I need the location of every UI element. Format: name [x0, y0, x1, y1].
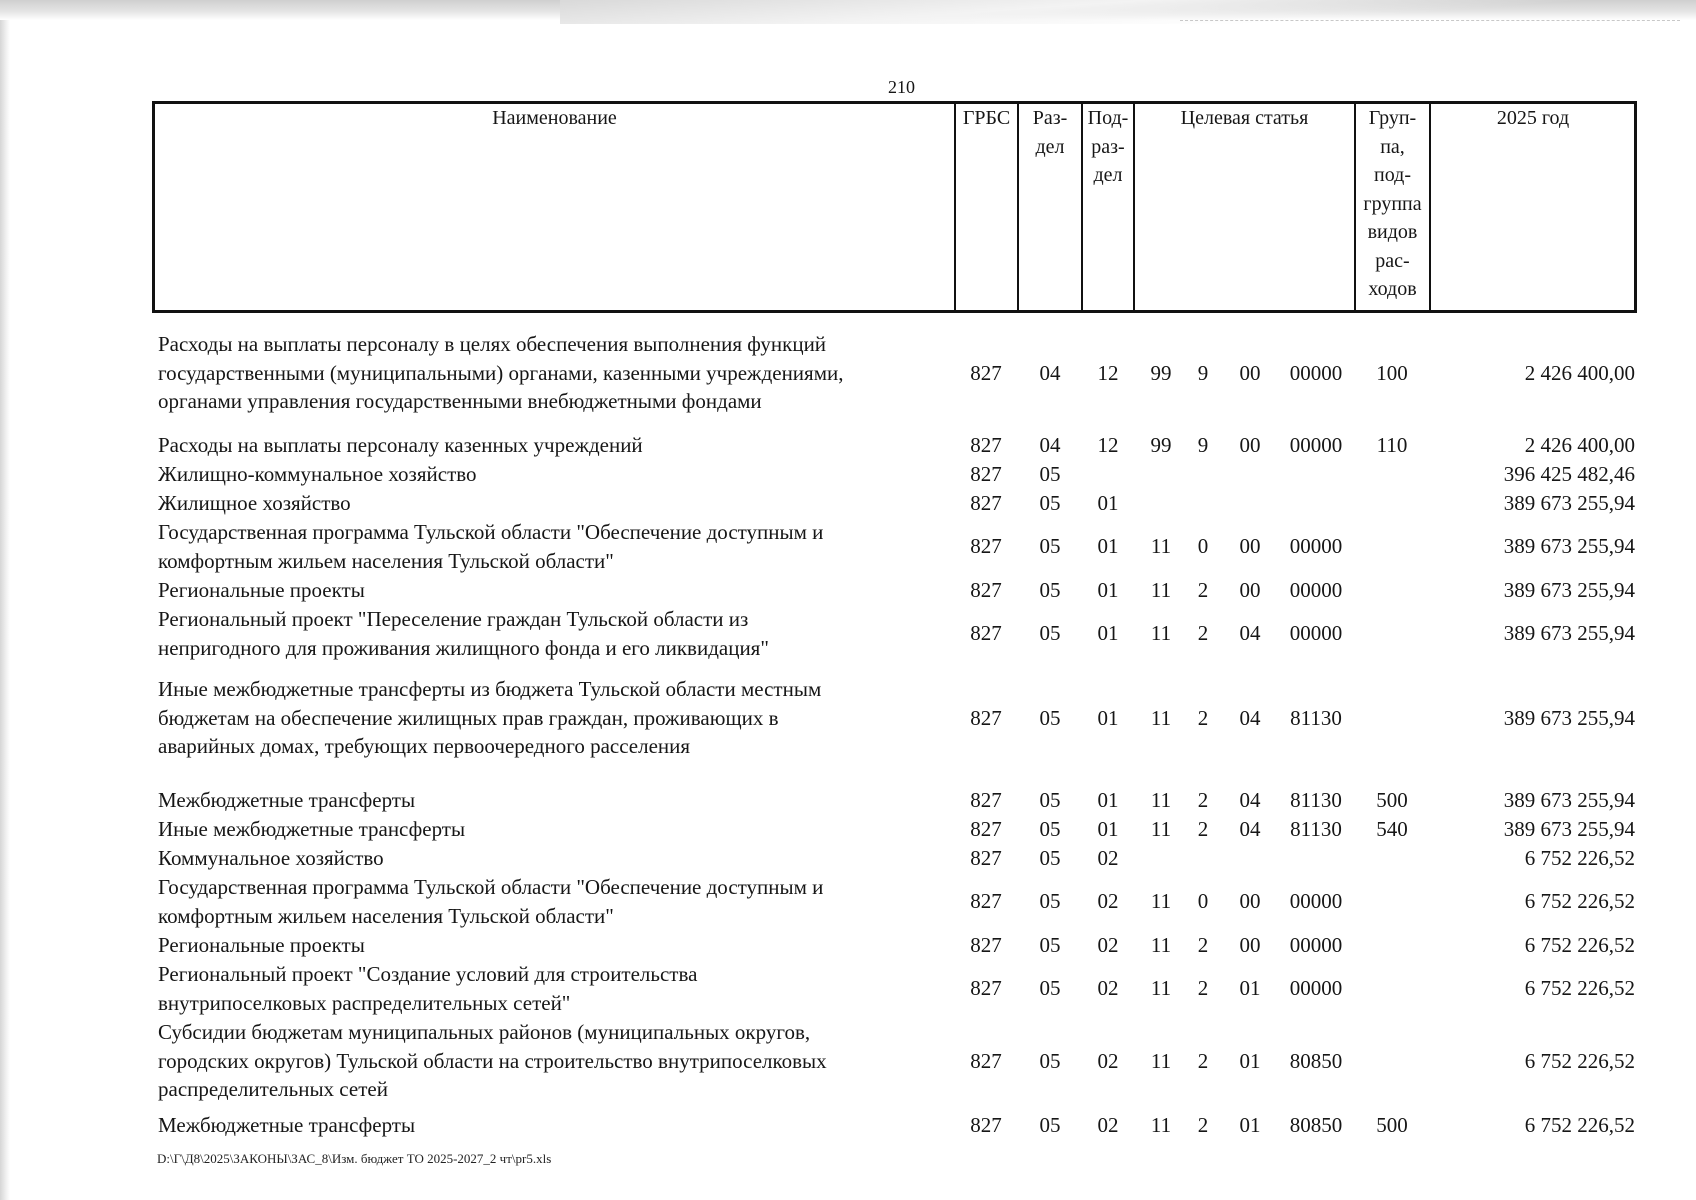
- cell-name: Государственная программа Тульской области "Обеспечение доступным и комфортным жильем населения Тульской области": [158, 520, 824, 573]
- cell-amount: 389 673 255,94: [1503, 578, 1635, 602]
- cell-podrazdel: 02: [1097, 933, 1119, 957]
- cell-razdel: 04: [1039, 433, 1061, 457]
- cell-amount: 389 673 255,94: [1503, 817, 1635, 841]
- cell-grbs: 827: [970, 705, 1002, 730]
- cell-direction: 00000: [1289, 933, 1343, 957]
- cell-grbs: 827: [970, 433, 1002, 457]
- cell-subprogram: 2: [1197, 621, 1209, 646]
- header-gruppa-vidov: Груп- па, под- группа видов рас- ходов: [1363, 107, 1422, 300]
- cell-razdel: 05: [1039, 1113, 1061, 1137]
- cell-direction: 00000: [1289, 433, 1343, 457]
- cell-vid-rashodov: 500: [1376, 788, 1408, 812]
- cell-podrazdel: 02: [1097, 976, 1119, 1001]
- cell-program: 11: [1150, 976, 1172, 1001]
- cell-grbs: 827: [970, 1113, 1002, 1137]
- cell-subprogram: 0: [1197, 534, 1209, 559]
- cell-podrazdel: 02: [1097, 1113, 1119, 1137]
- header-divider: [1429, 101, 1431, 313]
- header-divider: [954, 101, 956, 313]
- cell-grbs: 827: [970, 534, 1002, 559]
- cell-grbs: 827: [970, 360, 1002, 385]
- cell-direction: 00000: [1289, 976, 1343, 1001]
- cell-direction: 00000: [1289, 621, 1343, 646]
- cell-direction: 00000: [1289, 578, 1343, 602]
- cell-grbs: 827: [970, 462, 1002, 486]
- cell-name: Региональный проект "Переселение граждан Тульской области из непригодного для проживания жилищного фонда и его ликвидация": [158, 607, 769, 660]
- cell-grbs: 827: [970, 621, 1002, 646]
- cell-amount: 2 426 400,00: [1524, 433, 1635, 457]
- cell-vid-rashodov: 100: [1376, 360, 1408, 385]
- cell-podrazdel: 12: [1097, 433, 1119, 457]
- cell-direction: 00000: [1289, 534, 1343, 559]
- cell-grbs: 827: [970, 578, 1002, 602]
- cell-razdel: 05: [1039, 534, 1061, 559]
- cell-amount: 6 752 226,52: [1524, 976, 1635, 1001]
- cell-grbs: 827: [970, 889, 1002, 914]
- header-podrazdel: Под- раз- дел: [1087, 107, 1129, 186]
- cell-grbs: 827: [970, 491, 1002, 515]
- cell-razdel: 05: [1039, 817, 1061, 841]
- cell-razdel: 04: [1039, 360, 1061, 385]
- cell-razdel: 05: [1039, 621, 1061, 646]
- table-row: [0, 330, 1696, 416]
- cell-razdel: 05: [1039, 788, 1061, 812]
- header-name: Наименование: [492, 107, 617, 129]
- header-tselevaya-statya: Целевая статья: [1180, 107, 1309, 129]
- table-row: [0, 931, 1696, 960]
- cell-vid-rashodov: 540: [1376, 817, 1408, 841]
- cell-subprogram: 2: [1197, 976, 1209, 1001]
- cell-name: Жилищное хозяйство: [158, 491, 351, 515]
- cell-main-event: 01: [1239, 976, 1261, 1001]
- table-row: [0, 489, 1696, 518]
- cell-amount: 389 673 255,94: [1503, 705, 1635, 730]
- cell-amount: 6 752 226,52: [1524, 1048, 1635, 1073]
- cell-main-event: 00: [1239, 433, 1261, 457]
- cell-amount: 6 752 226,52: [1524, 889, 1635, 914]
- cell-amount: 6 752 226,52: [1524, 846, 1635, 870]
- cell-name: Межбюджетные трансферты: [158, 1113, 416, 1137]
- cell-razdel: 05: [1039, 889, 1061, 914]
- cell-podrazdel: 01: [1097, 817, 1119, 841]
- table-row: [0, 1111, 1696, 1140]
- header-razdel: Раз- дел: [1032, 107, 1068, 158]
- cell-subprogram: 9: [1197, 433, 1209, 457]
- cell-direction: 80850: [1289, 1113, 1343, 1137]
- cell-program: 11: [1150, 705, 1172, 730]
- cell-razdel: 05: [1039, 462, 1061, 486]
- cell-podrazdel: 02: [1097, 889, 1119, 914]
- page-number: 210: [888, 77, 915, 97]
- cell-podrazdel: 01: [1097, 534, 1119, 559]
- cell-razdel: 05: [1039, 578, 1061, 602]
- cell-amount: 389 673 255,94: [1503, 534, 1635, 559]
- table-row: [0, 786, 1696, 815]
- cell-program: 11: [1150, 578, 1172, 602]
- header-grbs: ГРБС: [962, 107, 1011, 129]
- table-row: [0, 815, 1696, 844]
- cell-program: 11: [1150, 1113, 1172, 1137]
- cell-name: Коммунальное хозяйство: [158, 846, 384, 870]
- table-row: [0, 844, 1696, 873]
- cell-main-event: 00: [1239, 889, 1261, 914]
- cell-subprogram: 0: [1197, 889, 1209, 914]
- cell-subprogram: 2: [1197, 705, 1209, 730]
- cell-program: 11: [1150, 817, 1172, 841]
- table-row: [0, 576, 1696, 605]
- cell-vid-rashodov: 110: [1376, 433, 1408, 457]
- cell-amount: 389 673 255,94: [1503, 621, 1635, 646]
- cell-direction: 81130: [1290, 788, 1342, 812]
- cell-subprogram: 2: [1197, 817, 1209, 841]
- cell-program: 99: [1150, 360, 1172, 385]
- cell-direction: 80850: [1289, 1048, 1343, 1073]
- table-row: [0, 960, 1696, 1017]
- cell-podrazdel: 01: [1097, 621, 1119, 646]
- table-row: [0, 460, 1696, 489]
- cell-name: Иные межбюджетные трансферты из бюджета Тульской области местным бюджетам на обеспечение жилищных прав граждан, проживающих в аварийных домах, требующих первоочередного расселения: [158, 677, 822, 758]
- cell-name: Субсидии бюджетам муниципальных районов (муниципальных округов, городских округов) Тульской области на строительство внутрипоселковых распределительных сетей: [158, 1020, 827, 1101]
- cell-direction: 00000: [1289, 360, 1343, 385]
- cell-main-event: 04: [1239, 705, 1261, 730]
- cell-main-event: 04: [1239, 817, 1261, 841]
- header-year: 2025 год: [1496, 107, 1570, 129]
- cell-program: 11: [1150, 889, 1172, 914]
- cell-razdel: 05: [1039, 933, 1061, 957]
- cell-grbs: 827: [970, 933, 1002, 957]
- cell-name: Расходы на выплаты персоналу казенных учреждений: [158, 433, 643, 457]
- table-row: [0, 873, 1696, 930]
- cell-name: Жилищно-коммунальное хозяйство: [158, 462, 477, 486]
- table-row: [0, 518, 1696, 575]
- cell-vid-rashodov: 500: [1376, 1113, 1408, 1137]
- cell-program: 99: [1150, 433, 1172, 457]
- cell-subprogram: 2: [1197, 578, 1209, 602]
- cell-direction: 81130: [1290, 817, 1342, 841]
- header-divider: [1133, 101, 1135, 313]
- cell-razdel: 05: [1039, 705, 1061, 730]
- cell-subprogram: 2: [1197, 1048, 1209, 1073]
- cell-subprogram: 2: [1197, 788, 1209, 812]
- cell-main-event: 00: [1239, 933, 1261, 957]
- cell-name: Государственная программа Тульской области "Обеспечение доступным и комфортным жильем населения Тульской области": [158, 875, 824, 928]
- cell-direction: 81130: [1290, 705, 1342, 730]
- cell-amount: 389 673 255,94: [1503, 788, 1635, 812]
- cell-amount: 6 752 226,52: [1524, 1113, 1635, 1137]
- cell-main-event: 04: [1239, 788, 1261, 812]
- file-path-footer: D:\Г\Д8\2025\ЗАКОНЫ\ЗАС_8\Изм. бюджет ТО 2025-2027_2 чт\pr5.xls: [157, 1151, 552, 1166]
- cell-direction: 00000: [1289, 889, 1343, 914]
- cell-razdel: 05: [1039, 846, 1061, 870]
- cell-grbs: 827: [970, 846, 1002, 870]
- cell-podrazdel: 12: [1097, 360, 1119, 385]
- cell-subprogram: 2: [1197, 933, 1209, 957]
- table-row: [0, 605, 1696, 662]
- scan-artifact-line: [1180, 20, 1680, 21]
- table-row: [0, 431, 1696, 460]
- cell-name: Региональные проекты: [158, 933, 365, 957]
- cell-razdel: 05: [1039, 1048, 1061, 1073]
- cell-name: Региональный проект "Создание условий для строительства внутрипоселковых распределительных сетей": [158, 962, 698, 1015]
- cell-podrazdel: 02: [1097, 846, 1119, 870]
- cell-grbs: 827: [970, 976, 1002, 1001]
- cell-razdel: 05: [1039, 976, 1061, 1001]
- cell-podrazdel: 01: [1097, 788, 1119, 812]
- cell-amount: 2 426 400,00: [1524, 360, 1635, 385]
- cell-name: Расходы на выплаты персоналу в целях обеспечения выполнения функций государственными (муниципальными) органами, казенными учреждениями, органами управления государственными внебюджетными фондами: [158, 332, 844, 413]
- cell-main-event: 01: [1239, 1113, 1261, 1137]
- table-row: [0, 1018, 1696, 1104]
- cell-subprogram: 9: [1197, 360, 1209, 385]
- cell-program: 11: [1150, 621, 1172, 646]
- cell-grbs: 827: [970, 817, 1002, 841]
- cell-amount: 389 673 255,94: [1503, 491, 1635, 515]
- cell-amount: 6 752 226,52: [1524, 933, 1635, 957]
- cell-subprogram: 2: [1197, 1113, 1209, 1137]
- cell-name: Региональные проекты: [158, 578, 365, 602]
- cell-podrazdel: 01: [1097, 491, 1119, 515]
- cell-program: 11: [1150, 534, 1172, 559]
- cell-grbs: 827: [970, 788, 1002, 812]
- cell-podrazdel: 01: [1097, 578, 1119, 602]
- cell-main-event: 01: [1239, 1048, 1261, 1073]
- cell-main-event: 00: [1239, 534, 1261, 559]
- cell-grbs: 827: [970, 1048, 1002, 1073]
- cell-name: Иные межбюджетные трансферты: [158, 817, 466, 841]
- cell-main-event: 00: [1239, 578, 1261, 602]
- cell-podrazdel: 02: [1097, 1048, 1119, 1073]
- cell-podrazdel: 01: [1097, 705, 1119, 730]
- cell-program: 11: [1150, 1048, 1172, 1073]
- cell-amount: 396 425 482,46: [1503, 462, 1635, 486]
- cell-main-event: 04: [1239, 621, 1261, 646]
- table-row: [0, 675, 1696, 761]
- cell-razdel: 05: [1039, 491, 1061, 515]
- cell-main-event: 00: [1239, 360, 1261, 385]
- cell-program: 11: [1150, 933, 1172, 957]
- cell-name: Межбюджетные трансферты: [158, 788, 416, 812]
- cell-program: 11: [1150, 788, 1172, 812]
